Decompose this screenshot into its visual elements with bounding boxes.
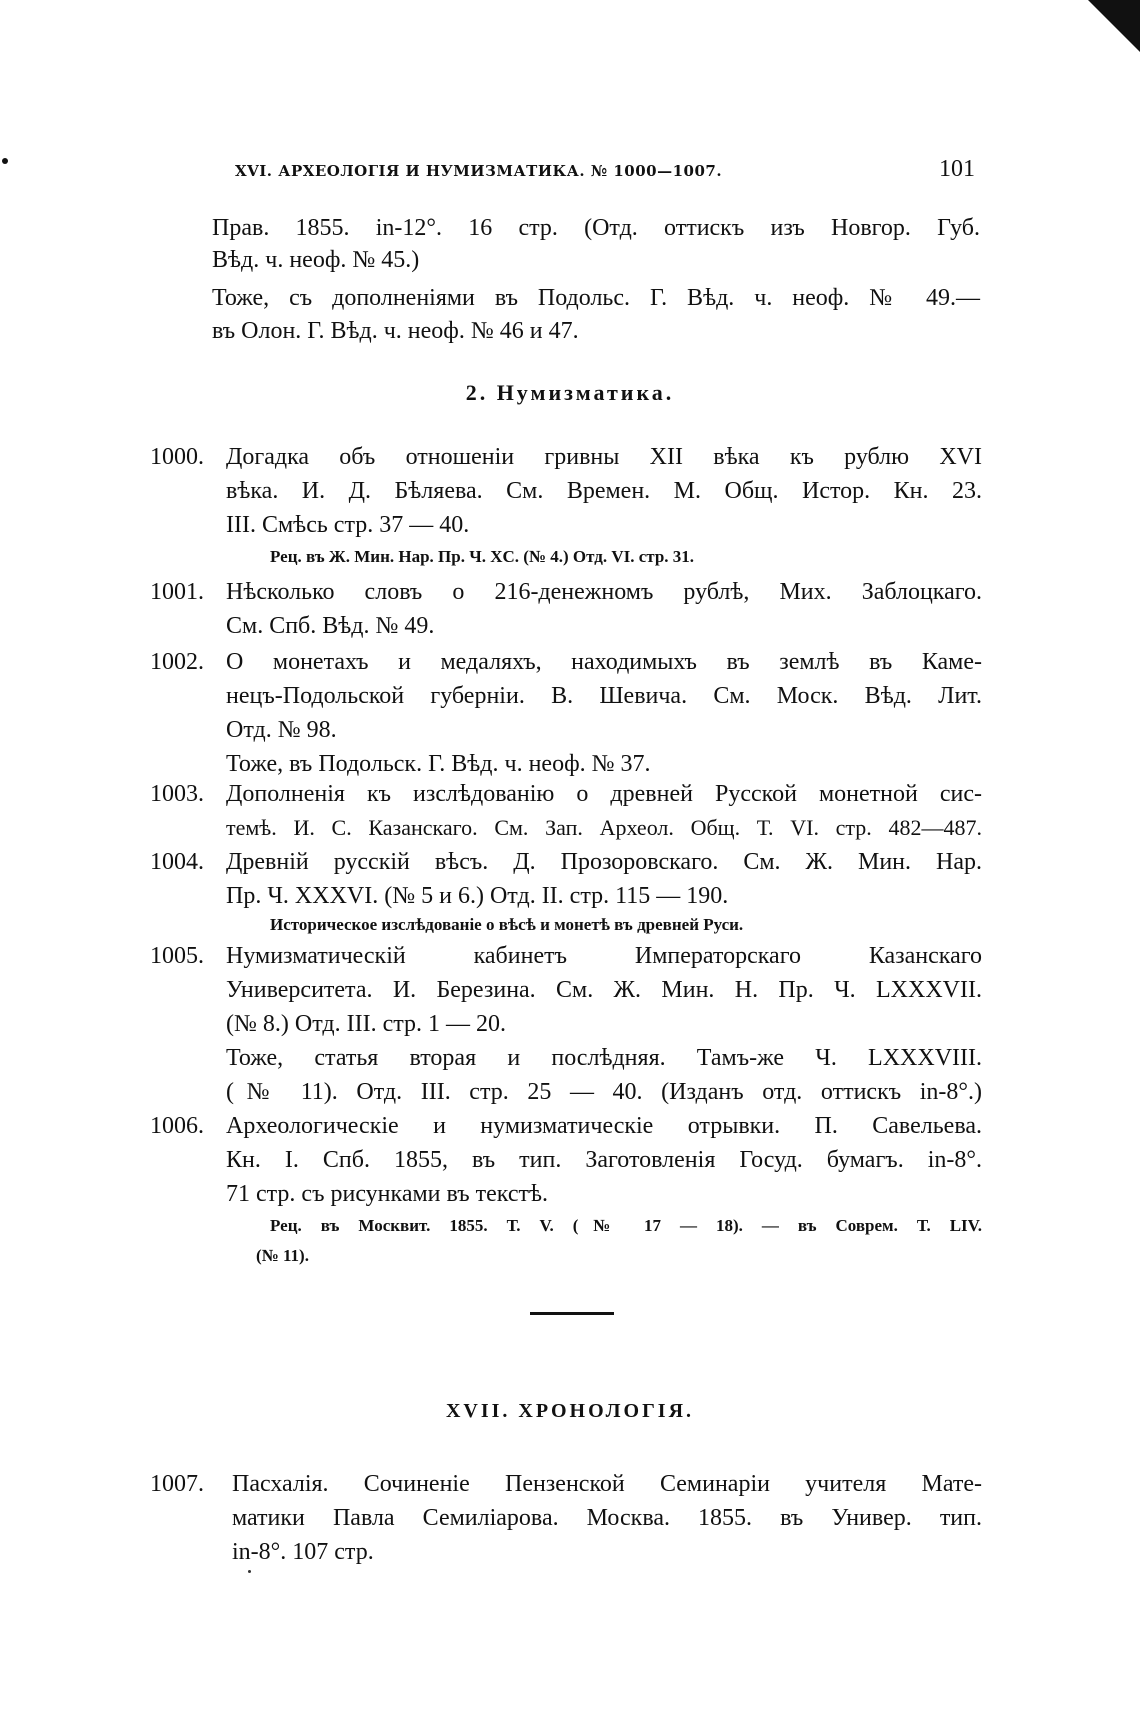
entry-line: Древній русскій вѣсъ. Д. Прозоровскаго. См. Ж. Мин. Нар. [226, 849, 982, 875]
margin-mark [2, 158, 8, 164]
entry-line: Археологическіе и нумизматическіе отрывки. П. Савельева. [226, 1113, 982, 1139]
entry-line: Тоже, статья вторая и послѣдняя. Тамъ-же Ч. LXXXVIII. [226, 1045, 982, 1071]
entry-number: 1006. [150, 1113, 204, 1139]
entry-line: (№ 11). Отд. III. стр. 25 — 40. (Изданъ отд. оттискъ in-8°.) [226, 1079, 982, 1105]
entry-note: Рец. въ Москвит. 1855. Т. V. (№ 17 — 18). — въ Соврем. Т. LIV. [270, 1216, 982, 1235]
intro-line: Тоже, съ дополненіями въ Подольс. Г. Вѣд. ч. неоф. № 49.— [212, 285, 980, 311]
entry-line: Пр. Ч. XXXVI. (№ 5 и 6.) Отд. II. стр. 115 — 190. [226, 883, 729, 909]
entry-line: III. Смѣсь стр. 37 — 40. [226, 512, 470, 538]
entry-note: (№ 11). [256, 1246, 309, 1265]
entry-number: 1004. [150, 849, 204, 875]
entry-line: матики Павла Семиліарова. Москва. 1855. въ Универ. тип. [232, 1505, 982, 1531]
entry-note: Историческое изслѣдованіе о вѣсѣ и монетѣ въ древней Руси. [270, 915, 744, 934]
entry-note: Рец. въ Ж. Мин. Нар. Пр. Ч. XC. (№ 4.) Отд. VI. стр. 31. [270, 547, 695, 566]
entry-line: in-8°. 107 стр. [232, 1539, 374, 1565]
entry-number: 1007. [150, 1471, 204, 1497]
section-title-numismatics: 2. Нумизматика. [465, 380, 675, 405]
entry-line: Догадка объ отношеніи гривны XII вѣка къ рублю XVI [226, 444, 982, 470]
page-corner-shadow [1088, 0, 1140, 52]
intro-line: Прав. 1855. in-12°. 16 стр. (Отд. оттискъ изъ Новгор. Губ. [212, 215, 980, 241]
entry-number: 1005. [150, 943, 204, 969]
running-header [235, 156, 975, 192]
entry-number: 1002. [150, 649, 204, 675]
entry-line: нецъ-Подольской губерніи. В. Шевича. См. Моск. Вѣд. Лит. [226, 683, 982, 709]
entry-line: См. Спб. Вѣд. № 49. [226, 613, 435, 639]
entry-line: темѣ. И. С. Казанскаго. См. Зап. Археол. Общ. Т. VI. стр. 482—487. [226, 815, 982, 840]
entry-number: 1000. [150, 444, 204, 470]
section-divider [530, 1312, 614, 1315]
entry-line: Отд. № 98. [226, 717, 337, 743]
entry-line: Нумизматическій кабинетъ Императорскаго Казанскаго [226, 943, 982, 969]
entry-number: 1001. [150, 579, 204, 605]
entry-line: Университета. И. Березина. См. Ж. Мин. Н. Пр. Ч. LXXXVII. [226, 977, 982, 1003]
stray-mark [248, 1570, 251, 1573]
entry-number: 1003. [150, 781, 204, 807]
entry-line: Тоже, въ Подольск. Г. Вѣд. ч. неоф. № 37. [226, 751, 651, 777]
entry-line: О монетахъ и медаляхъ, находимыхъ въ землѣ въ Каме- [226, 649, 982, 675]
entry-line: вѣка. И. Д. Бѣляева. См. Времен. М. Общ. Истор. Кн. 23. [226, 478, 982, 504]
page-number: 101 [939, 156, 975, 182]
entry-line: Пасхалія. Сочиненіе Пензенской Семинаріи учителя Мате- [232, 1471, 982, 1497]
entry-line: 71 стр. съ рисунками въ текстѣ. [226, 1181, 549, 1207]
intro-line: Вѣд. ч. неоф. № 45.) [212, 247, 420, 273]
entry-line: Нѣсколько словъ о 216-денежномъ рублѣ, Мих. Заблоцкаго. [226, 579, 982, 605]
entry-line: Кн. I. Спб. 1855, въ тип. Заготовленія Госуд. бумагъ. in-8°. [226, 1147, 982, 1173]
entry-line: Дополненія къ изслѣдованію о древней Русской монетной сис- [226, 781, 982, 807]
intro-line: въ Олон. Г. Вѣд. ч. неоф. № 46 и 47. [212, 318, 579, 344]
entry-line: (№ 8.) Отд. III. стр. 1 — 20. [226, 1011, 507, 1037]
header-title: XVI. АРХЕОЛОГІЯ И НУМИЗМАТИКА. № 1000—1007. [235, 162, 723, 180]
section-title-chronology: XVII. ХРОНОЛОГІЯ. [445, 1400, 695, 1422]
